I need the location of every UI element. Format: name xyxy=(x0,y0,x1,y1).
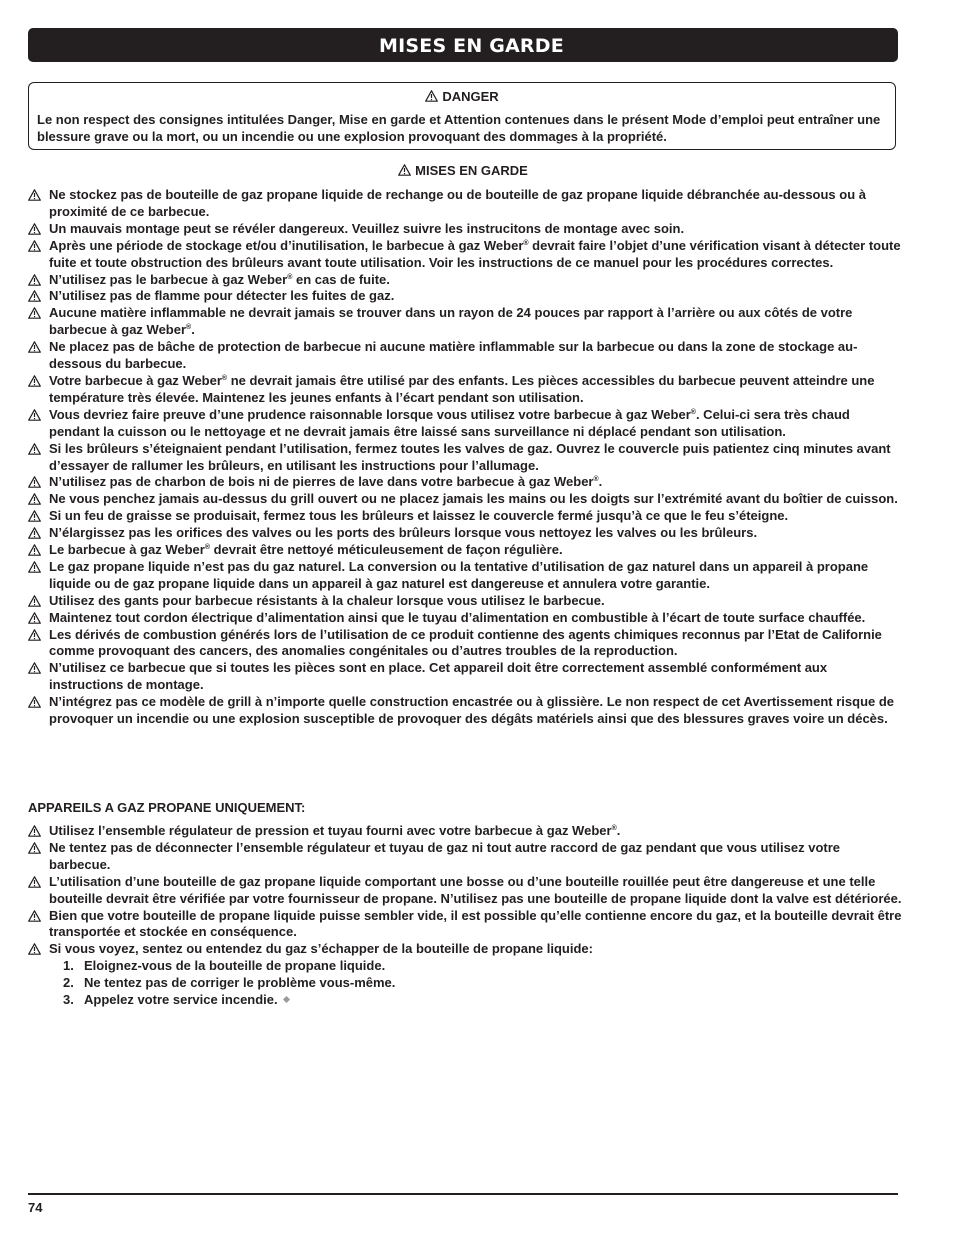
propane-steps xyxy=(28,958,902,1009)
propane-step xyxy=(28,975,902,992)
danger-heading-label: DANGER xyxy=(442,89,499,104)
warning-triangle-icon xyxy=(28,612,41,624)
warning-item xyxy=(28,221,902,238)
warning-triangle-icon xyxy=(28,443,41,455)
warning-item-text: Bien que votre bouteille de propane liquide puisse sembler vide, il est possible qu’elle contienne encore du gaz, et la bouteille devrait être transportée et stockée en conséquence. xyxy=(49,907,902,940)
warning-item xyxy=(28,373,902,407)
warning-item xyxy=(28,627,902,661)
propane-step xyxy=(28,992,902,1009)
warning-item-text: N’élargissez pas les orifices des valves ou les ports des brûleurs lorsque vous nettoyez les valves ou les brûleurs. xyxy=(49,525,758,541)
warning-item xyxy=(28,840,902,874)
warning-item-text: Aucune matière inflammable ne devrait jamais se trouver dans un rayon de 24 pouces par rapport à l’arrière ou aux côtés de votre barbecue à gaz Weber xyxy=(49,305,853,338)
warning-item-text-cont: en cas de fuite. xyxy=(292,271,390,287)
step-number: 1. xyxy=(63,958,74,974)
warning-triangle-icon xyxy=(28,876,41,888)
registered-mark: ® xyxy=(523,239,529,247)
page-number: 74 xyxy=(28,1200,43,1215)
warning-triangle-icon xyxy=(28,189,41,201)
registered-mark: ® xyxy=(611,825,617,832)
warning-item xyxy=(28,305,902,339)
warning-item-text-cont: devrait faire l’objet d’une vérification visant à détecter toute fuite et toute obstruction des brûleurs avant toute utilisation. Voir les instructions de ce manuel pour les procédures correctes. xyxy=(49,237,901,270)
step-text: Eloignez-vous de la bouteille de propane liquide. xyxy=(84,958,386,974)
warning-item xyxy=(28,542,902,559)
warning-triangle-icon xyxy=(28,910,41,922)
warning-triangle-icon xyxy=(28,527,41,539)
registered-mark: ® xyxy=(690,408,696,416)
warning-item-text-cont: . xyxy=(191,322,195,338)
warning-item xyxy=(28,610,902,627)
warning-item xyxy=(28,694,902,728)
warning-item xyxy=(28,339,902,373)
warning-item-text: Un mauvais montage peut se révéler dangereux. Veuillez suivre les instrucitons de montage avec soin. xyxy=(49,220,685,236)
warning-triangle-icon xyxy=(28,662,41,674)
warning-item-text: Utilisez des gants pour barbecue résistants à la chaleur lorsque vous utilisez le barbecue. xyxy=(49,592,605,608)
warning-item xyxy=(28,941,902,958)
warning-item-text: N’utilisez pas de flamme pour détecter les fuites de gaz. xyxy=(49,288,395,304)
warning-triangle-icon xyxy=(28,240,41,252)
warning-item xyxy=(28,407,902,441)
warning-item-text: L’utilisation d’une bouteille de gaz propane liquide comportant une bosse ou d’une bouteille rouillée peut être dangereuse et une telle bouteille devrait être vérifiée par votre fournisseur de propane. N’utilisez pas une bouteille de propane liquide dont la valve est détériorée. xyxy=(49,873,902,906)
warning-item-text: Les dérivés de combustion générés lors de l’utilisation de ce produit contienne des agents chimiques reconnus par l’Etat de Californie comme provoquant des cancers, des anomalies congénitales ou d’autres troubles de la reproduction. xyxy=(49,626,882,659)
warning-item-text-cont: ne devrait jamais être utilisé par des enfants. Les pièces accessibles du barbecue peuvent atteindre une température très élevée. Maintenez les jeunes enfants à l’écart pendant son utilisation. xyxy=(49,372,875,405)
warning-triangle-icon xyxy=(28,307,41,319)
step-number: 2. xyxy=(63,975,74,991)
section-title: MISES EN GARDE xyxy=(379,35,564,57)
warning-triangle-icon xyxy=(28,476,41,488)
warning-item xyxy=(28,660,902,694)
warning-item-text: N’utilisez ce barbecue que si toutes les pièces sont en place. Cet appareil doit être correctement assemblé conformément aux instructions de montage. xyxy=(49,660,828,693)
warnings-heading xyxy=(0,163,926,178)
warning-item xyxy=(28,593,902,610)
warning-item-text: Votre barbecue à gaz Weber xyxy=(49,372,222,388)
propane-step xyxy=(28,958,902,975)
warning-item-text: N’utilisez pas le barbecue à gaz Weber xyxy=(49,271,288,287)
warning-item-text-cont: . xyxy=(598,474,603,490)
warning-item-text: Ne placez pas de bâche de protection de barbecue ni aucune matière inflammable sur la barbecue ou dans la zone de stockage au-dessous du barbecue. xyxy=(49,339,858,372)
propane-heading: APPAREILS A GAZ PROPANE UNIQUEMENT: xyxy=(28,800,306,815)
warning-triangle-icon xyxy=(28,544,41,556)
warning-item-text-cont: devrait être nettoyé méticuleusement de façon régulière. xyxy=(210,542,563,558)
warning-item-text: Si les brûleurs s’éteignaient pendant l’utilisation, fermez toutes les valves de gaz. Ouvrez le couvercle puis patientez cinq minutes avant d’essayer de rallumer les brûleurs, en utilisant les instructions pour l’allumage. xyxy=(49,440,891,473)
warning-item-text: Après une période de stockage et/ou d’inutilisation, le barbecue à gaz Weber xyxy=(49,237,524,253)
warning-triangle-icon xyxy=(28,696,41,708)
propane-section xyxy=(28,823,902,1009)
warning-item xyxy=(28,288,902,305)
warning-triangle-icon xyxy=(28,825,41,837)
warning-triangle-icon xyxy=(28,595,41,607)
warning-item-text-cont: . Celui-ci sera très chaud pendant la cuisson ou le nettoyage et ne devrait jamais être laissé sans surveillance ni déplacé pendant son utilisation. xyxy=(49,406,850,439)
warning-item xyxy=(28,874,902,908)
warning-triangle-icon xyxy=(28,341,41,353)
warning-triangle-icon xyxy=(425,90,438,102)
danger-text: Le non respect des consignes intitulées Danger, Mise en garde et Attention contenues dans le présent Mode d’emploi peut entraîner une blessure grave ou la mort, ou un incendie ou une explosion provoquant des dommages à la propriété. xyxy=(37,112,881,144)
section-header-bar xyxy=(28,28,898,62)
warning-item xyxy=(28,908,902,942)
warning-triangle-icon xyxy=(28,943,41,955)
footer-rule xyxy=(28,1193,898,1195)
danger-heading xyxy=(29,89,895,104)
step-text: Appelez votre service incendie. xyxy=(84,992,278,1008)
warning-triangle-icon xyxy=(28,274,41,286)
warning-item xyxy=(28,441,902,475)
registered-mark: ® xyxy=(186,324,192,332)
registered-mark: ® xyxy=(593,476,599,484)
warning-item-text: Si vous voyez, sentez ou entendez du gaz s’échapper de la bouteille de propane liquide: xyxy=(49,941,593,957)
warning-triangle-icon xyxy=(28,223,41,235)
warning-item xyxy=(28,508,902,525)
warning-item xyxy=(28,491,902,508)
warning-item xyxy=(28,823,902,840)
registered-mark: ® xyxy=(204,544,210,552)
warning-item-text: Ne tentez pas de déconnecter l’ensemble régulateur et tuyau de gaz ni tout autre raccord de gaz pendant que vous utilisez votre barbecue. xyxy=(49,839,841,872)
warning-item-text-cont: . xyxy=(616,823,621,838)
warning-item-text: Le barbecue à gaz Weber xyxy=(49,542,205,558)
registered-mark: ® xyxy=(287,273,293,281)
warning-item-text: Utilisez l’ensemble régulateur de pression et tuyau fourni avec votre barbecue à gaz Weber xyxy=(49,823,612,838)
warning-item-text: N’utilisez pas de charbon de bois ni de pierres de lave dans votre barbecue à gaz Weber xyxy=(49,474,594,490)
warning-item-text: Le gaz propane liquide n’est pas du gaz naturel. La conversion ou la tentative d’utilisation de gaz naturel dans un appareil à propane liquide ou de gaz propane liquide dans un appareil à gaz naturel est dangereuse et annulera votre garantie. xyxy=(49,558,869,591)
registered-mark: ® xyxy=(221,374,228,382)
warning-item xyxy=(28,559,902,593)
warning-triangle-icon xyxy=(28,842,41,854)
warning-triangle-icon xyxy=(398,164,411,176)
warning-triangle-icon xyxy=(28,629,41,641)
warning-item-text: Maintenez tout cordon électrique d’alimentation ainsi que le tuyau d’alimentation en combustible à l’écart de toute surface chauffée. xyxy=(49,609,866,625)
warning-item xyxy=(28,272,902,289)
warnings-list xyxy=(28,187,902,728)
warning-item-text: Si un feu de graisse se produisait, fermez tous les brûleurs et laissez le couvercle fermé jusqu’à ce que le feu s’éteigne. xyxy=(49,508,789,524)
warning-item-text: Ne stockez pas de bouteille de gaz propane liquide de rechange ou de bouteille de gaz propane liquide débranchée au-dessous ou à proximité de ce barbecue. xyxy=(49,187,867,219)
danger-box xyxy=(28,82,896,150)
warning-triangle-icon xyxy=(28,510,41,522)
warning-item-text: N’intégrez pas ce modèle de grill à n’importe quelle construction encastrée ou à glissière. Le non respect de cet Avertissement risque de provoquer un incendie ou une explosion susceptible de provoquer des dégâts matériels ainsi que des blessures graves voire un décès. xyxy=(49,694,895,727)
warnings-heading-label: MISES EN GARDE xyxy=(415,163,528,178)
end-diamond-icon xyxy=(283,996,290,1003)
warning-item xyxy=(28,525,902,542)
warning-triangle-icon xyxy=(28,561,41,573)
warning-triangle-icon xyxy=(28,409,41,421)
warning-triangle-icon xyxy=(28,375,41,387)
propane-list xyxy=(28,823,902,958)
warning-item-text: Vous devriez faire preuve d’une prudence raisonnable lorsque vous utilisez votre barbecue à gaz Weber xyxy=(49,406,691,422)
warning-item-text: Ne vous penchez jamais au-dessus du grill ouvert ou ne placez jamais les mains ou les doigts sur l’extrémité avant du boîtier de cuisson. xyxy=(49,491,898,507)
warning-triangle-icon xyxy=(28,493,41,505)
warning-triangle-icon xyxy=(28,290,41,302)
warning-item xyxy=(28,238,902,272)
warning-item xyxy=(28,474,902,491)
step-text: Ne tentez pas de corriger le problème vous-même. xyxy=(84,975,396,991)
step-number: 3. xyxy=(63,992,74,1008)
warning-item xyxy=(28,187,902,221)
